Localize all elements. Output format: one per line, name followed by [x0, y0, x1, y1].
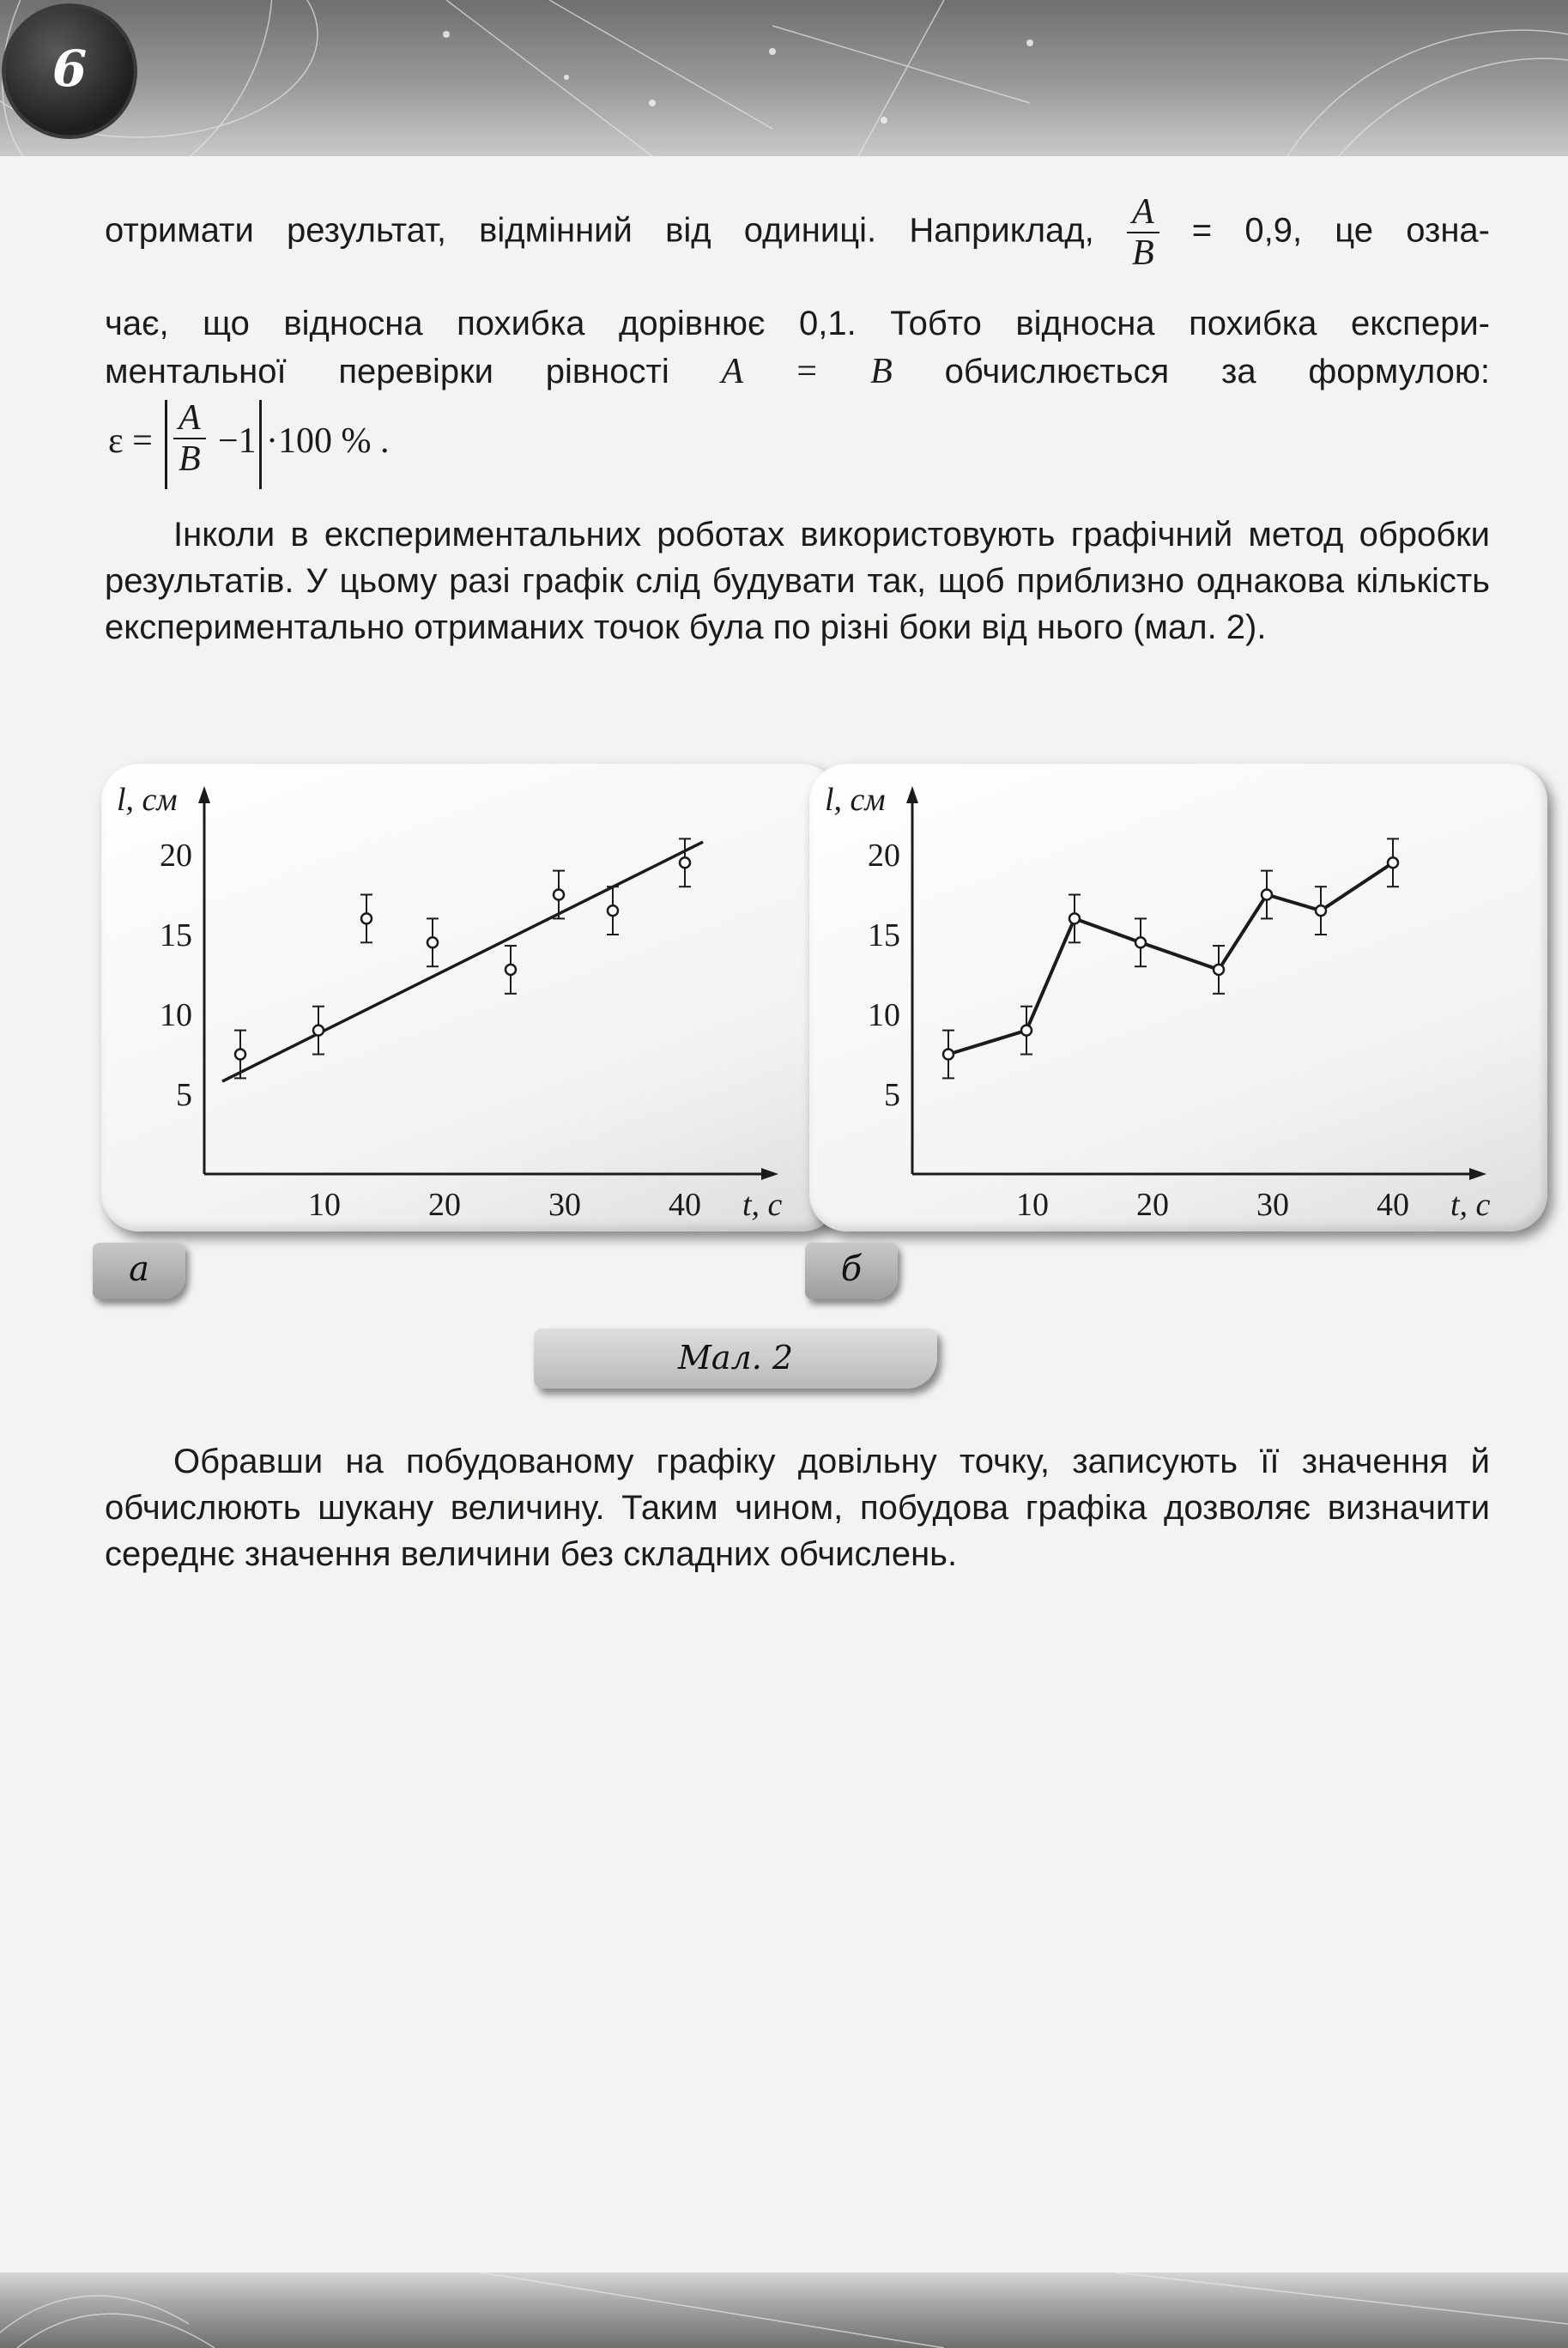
p1-text-before: отримати результат, відмінний від одиниці. Наприклад,	[105, 211, 1127, 250]
formula-rhs: ·100 % .	[266, 421, 390, 461]
data-point	[313, 1026, 324, 1036]
p2-line2-end: обчислюється за формулою:	[892, 353, 1490, 390]
abs-bar-right	[259, 400, 262, 489]
y-tick-label: 20	[868, 838, 900, 874]
data-point	[1135, 937, 1146, 947]
x-tick-label: 20	[428, 1187, 461, 1223]
formula-fraction	[173, 398, 206, 479]
x-tick-label: 30	[1256, 1187, 1289, 1223]
y-axis-arrow	[906, 786, 918, 803]
footer-band	[0, 2272, 1568, 2348]
footer-decoration	[0, 2272, 1568, 2348]
figure-caption: Мал. 2	[534, 1328, 937, 1389]
y-tick-label: 5	[884, 1077, 900, 1113]
data-point	[1262, 890, 1272, 900]
y-tick-label: 20	[160, 838, 192, 874]
header-decoration	[0, 0, 1568, 156]
data-point	[680, 857, 690, 868]
figure-tag-b: б	[805, 1243, 898, 1299]
data-point	[1069, 913, 1080, 923]
data-point	[1214, 965, 1224, 975]
y-tick-label: 5	[176, 1077, 192, 1113]
paragraph-2-line-2	[105, 348, 1490, 395]
formula-minus-one: −1	[218, 421, 257, 461]
fraction-numerator: A	[1127, 192, 1159, 233]
page-number-badge	[5, 7, 134, 136]
data-point	[427, 937, 438, 947]
data-point	[1021, 1026, 1032, 1036]
formula-denominator: B	[179, 439, 201, 479]
paragraph-3: Інколи в експериментальних роботах використовують графічний метод обробки результатів. У цьому разі графік слід будувати так, щоб приблизно однакова кількість експериментально отриманих точок була по різні боки від нього (мал. 2).	[105, 516, 1490, 646]
y-tick-label: 10	[868, 997, 900, 1033]
p2-line2-start: ментальної перевірки рівності	[105, 353, 722, 390]
paragraph-1	[105, 192, 1490, 273]
y-axis-label: l, см	[825, 782, 886, 818]
chart-b-svg	[809, 764, 1547, 1231]
header-band	[0, 0, 1568, 156]
fraction-denominator: B	[1131, 233, 1154, 273]
data-point	[1316, 905, 1326, 916]
series-line	[948, 862, 1393, 1054]
x-axis-arrow	[761, 1168, 778, 1180]
page-number: 6	[51, 39, 88, 98]
p1-text-after: = 0,9, це озна-	[1159, 211, 1490, 250]
x-axis-arrow	[1469, 1168, 1486, 1180]
y-tick-label: 15	[160, 917, 192, 953]
data-point	[554, 890, 564, 900]
x-axis-label: t, с	[1450, 1187, 1491, 1223]
data-point	[608, 905, 618, 916]
y-tick-label: 10	[160, 997, 192, 1033]
data-point	[943, 1050, 954, 1060]
data-point	[361, 913, 372, 923]
data-point	[1388, 857, 1398, 868]
fit-line	[222, 842, 703, 1081]
x-axis-label: t, с	[742, 1187, 783, 1223]
paragraph-2-line-1: чає, що відносна похибка дорівнює 0,1. Тобто відносна похибка експери-	[105, 305, 1490, 342]
y-axis-arrow	[198, 786, 210, 803]
data-point	[235, 1050, 245, 1060]
x-tick-label: 30	[548, 1187, 581, 1223]
formula-lhs: ε =	[108, 421, 153, 461]
chart-a-svg	[101, 764, 839, 1231]
x-tick-label: 10	[308, 1187, 341, 1223]
y-axis-label: l, см	[117, 782, 178, 818]
chart-panel-b	[809, 764, 1547, 1231]
paragraph-4: Обравши на побудованому графіку довільну точку, записують її значення й обчислюють шукану величину. Таким чином, побудова графіка дозволяє визначити середнє значення величини без складних обчислень.	[105, 1443, 1490, 1573]
x-tick-label: 10	[1016, 1187, 1049, 1223]
data-point	[506, 965, 516, 975]
fraction-a-over-b	[1127, 192, 1159, 273]
abs-bar-left	[165, 400, 167, 489]
x-tick-label: 40	[669, 1187, 701, 1223]
equation-a-equals-b: A = B	[721, 352, 893, 391]
x-tick-label: 40	[1377, 1187, 1409, 1223]
x-tick-label: 20	[1136, 1187, 1169, 1223]
y-tick-label: 15	[868, 917, 900, 953]
formula-numerator: A	[173, 398, 206, 439]
chart-panel-a	[101, 764, 839, 1231]
figure-tag-a: а	[93, 1243, 185, 1299]
